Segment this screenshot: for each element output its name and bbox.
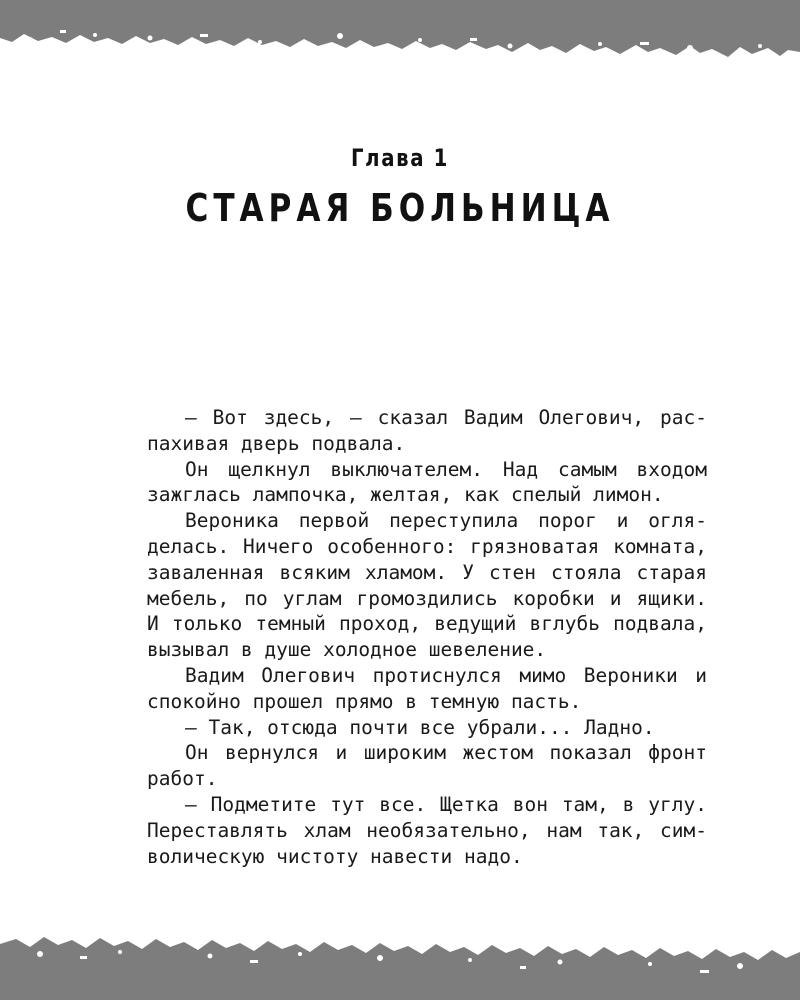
bottom-grunge-border [0,930,800,1000]
top-grunge-border [0,0,800,70]
paragraph: — Так, отсюда почти все убрали... Ладно. [185,715,655,739]
body-text [147,405,707,869]
paragraph: Вадим Олегович протиснулся мимо Вероники и спокойно прошел прямо в темную пасть. [147,663,707,713]
paragraph: — Подметите тут все. Щетка вон там, в углу. Переставлять хлам необязательно, нам так, символическую чистоту навести надо. [147,792,707,868]
chapter-title: СТАРАЯ БОЛЬНИЦА [185,186,615,230]
paragraph: Вероника первой переступила порог и огляделась. Ничего особенного: грязноватая комната, заваленная всяким хламом. У стен стояла старая мебель, по углам громоздились коробки и ящики. И только темный проход, ведущий вглубь подвала, вызывал в душе холодное шевеление. [147,509,707,662]
paragraph: Он вернулся и широким жестом показал фронт работ. [147,741,707,791]
chapter-label: Глава 1 [350,144,449,172]
paragraph: — Вот здесь, — сказал Вадим Олегович, распахивая дверь подвала. [147,406,707,455]
chapter-heading [0,140,800,234]
paragraph: Он щелкнул выключателем. Над самым входом зажглась лампочка, желтая, как спелый лимон. [147,457,707,507]
